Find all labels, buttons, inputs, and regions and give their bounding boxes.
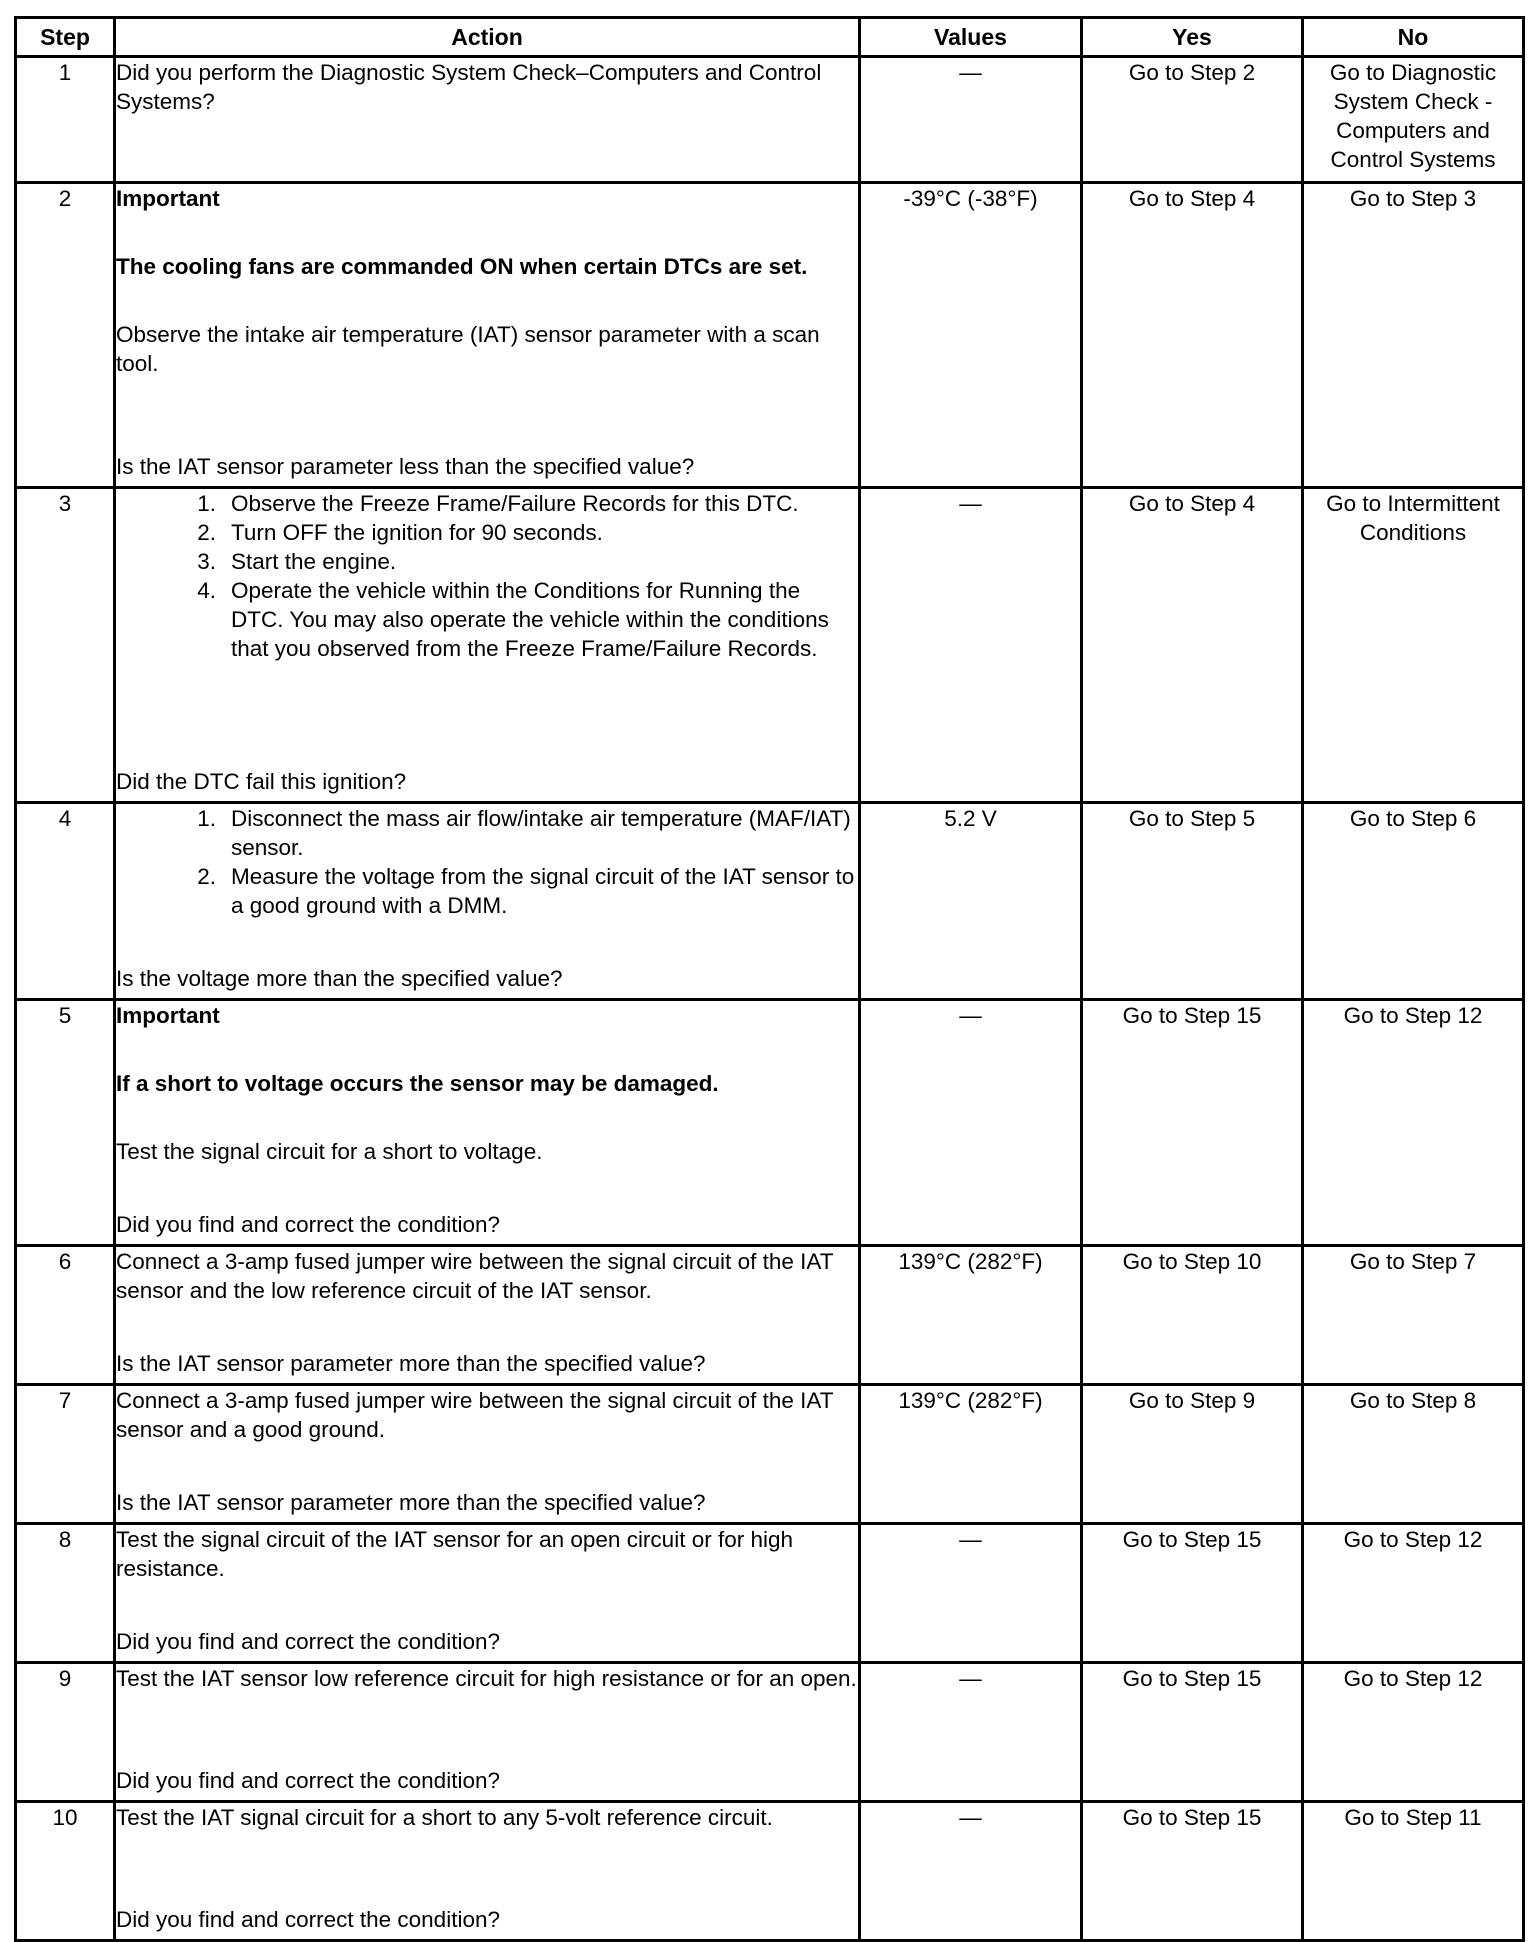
specified-value: — [860,57,1082,183]
action-content [116,804,858,993]
step-number: 3 [16,488,115,803]
action-step-item [116,547,858,576]
table-header-row [16,18,1524,57]
specified-value: — [860,1802,1082,1941]
action-content [116,1664,858,1795]
important-note: If a short to voltage occurs the sensor may be damaged. [116,1071,719,1096]
action-step-number: 3. [197,549,216,574]
header-action: Action [115,18,860,57]
specified-value: 139°C (282°F) [860,1246,1082,1385]
step-number: 10 [16,1802,115,1941]
action-cell [115,488,860,803]
header-step: Step [16,18,115,57]
step-number: 2 [16,183,115,488]
yes-result: Go to Step 5 [1082,803,1303,1000]
yes-result: Go to Step 15 [1082,1663,1303,1802]
no-result: Go to Step 12 [1303,1524,1524,1663]
action-step-item [116,518,858,547]
action-text: Connect a 3-amp fused jumper wire between the signal circuit of the IAT sensor and the low reference circuit of the IAT sensor. [116,1249,834,1303]
yes-result: Go to Step 15 [1082,1524,1303,1663]
action-text: Test the signal circuit for a short to voltage. [116,1139,543,1164]
action-text: Test the signal circuit of the IAT sensor for an open circuit or for high resistance. [116,1527,793,1581]
important-note: The cooling fans are commanded ON when certain DTCs are set. [116,254,808,279]
action-step-text: Start the engine. [231,549,397,574]
action-instructions [116,1247,858,1305]
yes-result: Go to Step 15 [1082,1802,1303,1941]
table-row [16,183,1524,488]
yes-result: Go to Step 4 [1082,488,1303,803]
specified-value: -39°C (-38°F) [860,183,1082,488]
action-text: Did you perform the Diagnostic System Check–Computers and Control Systems? [116,60,822,114]
action-content [116,1386,858,1517]
table-row [16,1663,1524,1802]
action-instructions [116,489,858,663]
specified-value: — [860,488,1082,803]
specified-value: — [860,1000,1082,1246]
action-content [116,1525,858,1656]
table-row [16,57,1524,183]
specified-value: 139°C (282°F) [860,1385,1082,1524]
action-step-item [116,489,858,518]
action-step-text: Operate the vehicle within the Conditions for Running the DTC. You may also operate the vehicle within the conditions that you observed from the Freeze Frame/Failure Records. [231,578,829,661]
action-content [116,58,858,176]
no-result: Go to Diagnostic System Check - Computers and Control Systems [1303,57,1524,183]
table-row [16,803,1524,1000]
action-cell [115,803,860,1000]
table-row [16,1000,1524,1246]
yes-result: Go to Step 4 [1082,183,1303,488]
action-step-item [116,804,858,862]
yes-result: Go to Step 10 [1082,1246,1303,1385]
table-row [16,1385,1524,1524]
specified-value: 5.2 V [860,803,1082,1000]
no-result: Go to Step 12 [1303,1000,1524,1246]
important-heading: Important [116,186,220,211]
action-instructions [116,1001,858,1166]
diagnostic-table-container [14,16,1522,1942]
action-step-item [116,576,858,663]
table-row [16,488,1524,803]
action-question: Did the DTC fail this ignition? [116,769,407,794]
action-step-number: 4. [197,578,216,603]
action-step-number: 1. [197,491,216,516]
specified-value: — [860,1524,1082,1663]
action-question: Did you find and correct the condition? [116,1629,500,1654]
no-result: Go to Step 8 [1303,1385,1524,1524]
no-result: Go to Step 7 [1303,1246,1524,1385]
action-step-list [116,804,858,920]
action-content [116,489,858,796]
action-step-text: Turn OFF the ignition for 90 seconds. [231,520,603,545]
action-step-list [116,489,858,663]
no-result: Go to Intermittent Conditions [1303,488,1524,803]
step-number: 4 [16,803,115,1000]
table-row [16,1246,1524,1385]
action-instructions [116,1525,858,1583]
no-result: Go to Step 6 [1303,803,1524,1000]
action-instructions [116,804,858,920]
action-text: Test the IAT signal circuit for a short to any 5-volt reference circuit. [116,1805,773,1830]
action-cell [115,183,860,488]
action-question: Is the IAT sensor parameter more than the specified value? [116,1490,706,1515]
table-row [16,1524,1524,1663]
action-instructions [116,184,858,378]
action-question: Did you find and correct the condition? [116,1768,500,1793]
action-cell [115,1663,860,1802]
action-question: Did you find and correct the condition? [116,1907,500,1932]
yes-result: Go to Step 2 [1082,57,1303,183]
action-content [116,184,858,481]
no-result: Go to Step 11 [1303,1802,1524,1941]
action-step-number: 2. [197,864,216,889]
action-content [116,1803,858,1934]
action-instructions [116,58,858,116]
action-instructions [116,1803,858,1832]
action-content [116,1001,858,1239]
action-step-text: Observe the Freeze Frame/Failure Records for this DTC. [231,491,799,516]
action-cell [115,1385,860,1524]
action-question: Did you find and correct the condition? [116,1212,500,1237]
action-question: Is the IAT sensor parameter less than the specified value? [116,454,695,479]
action-step-number: 1. [197,806,216,831]
action-question: Is the IAT sensor parameter more than the specified value? [116,1351,706,1376]
action-cell [115,1246,860,1385]
action-step-number: 2. [197,520,216,545]
action-question: Is the voltage more than the specified value? [116,966,563,991]
yes-result: Go to Step 15 [1082,1000,1303,1246]
action-instructions [116,1664,858,1693]
important-heading: Important [116,1003,220,1028]
specified-value: — [860,1663,1082,1802]
no-result: Go to Step 3 [1303,183,1524,488]
header-yes: Yes [1082,18,1303,57]
step-number: 8 [16,1524,115,1663]
step-number: 7 [16,1385,115,1524]
action-text: Observe the intake air temperature (IAT) sensor parameter with a scan tool. [116,322,820,376]
action-cell [115,57,860,183]
action-instructions [116,1386,858,1444]
action-cell [115,1524,860,1663]
header-values: Values [860,18,1082,57]
step-number: 5 [16,1000,115,1246]
action-step-text: Disconnect the mass air flow/intake air temperature (MAF/IAT) sensor. [231,806,851,860]
step-number: 9 [16,1663,115,1802]
action-content [116,1247,858,1378]
action-cell [115,1802,860,1941]
action-cell [115,1000,860,1246]
action-text: Connect a 3-amp fused jumper wire between the signal circuit of the IAT sensor and a good ground. [116,1388,834,1442]
step-number: 1 [16,57,115,183]
action-text: Test the IAT sensor low reference circuit for high resistance or for an open. [116,1666,857,1691]
action-step-item [116,862,858,920]
step-number: 6 [16,1246,115,1385]
diagnostic-table [14,16,1525,1942]
header-no: No [1303,18,1524,57]
action-step-text: Measure the voltage from the signal circuit of the IAT sensor to a good ground with a DMM. [231,864,855,918]
table-body [16,57,1524,1941]
yes-result: Go to Step 9 [1082,1385,1303,1524]
table-row [16,1802,1524,1941]
no-result: Go to Step 12 [1303,1663,1524,1802]
